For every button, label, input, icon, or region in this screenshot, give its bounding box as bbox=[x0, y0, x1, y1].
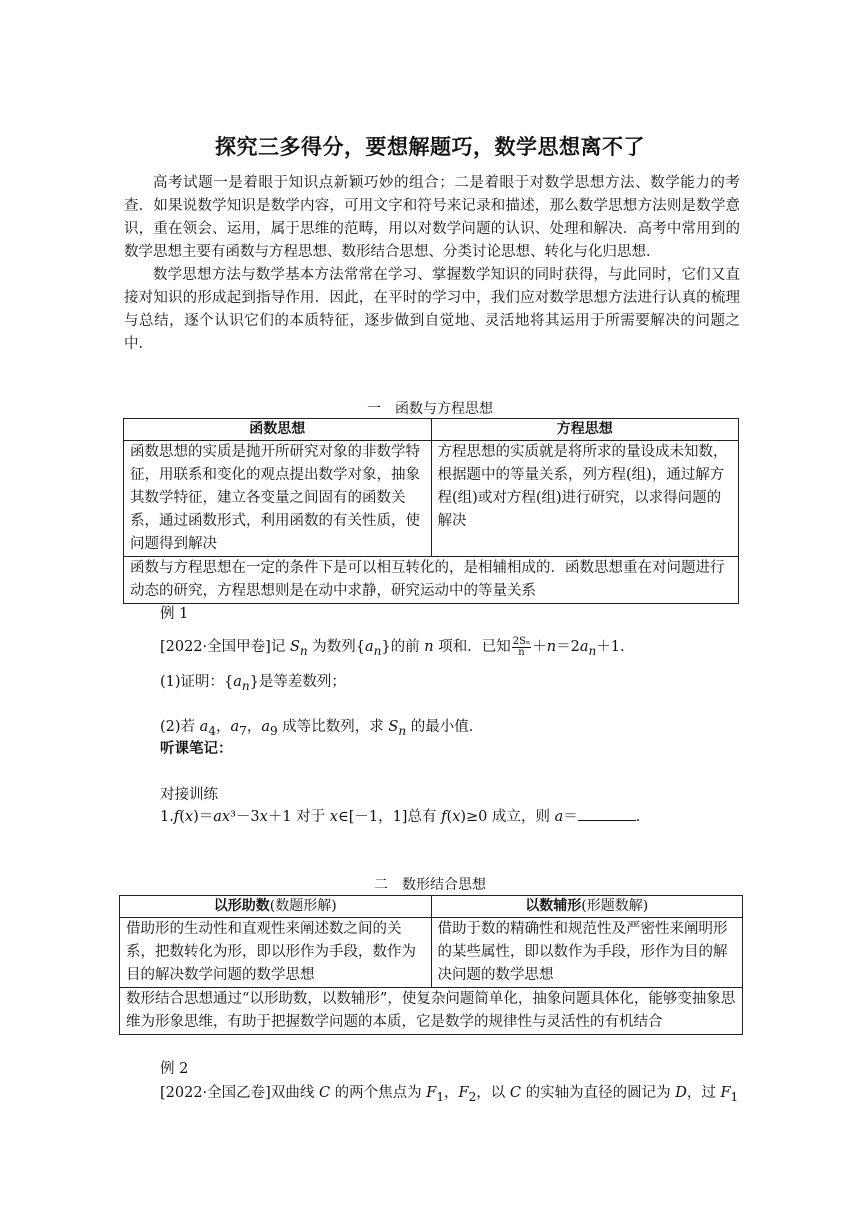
notes-label: 听课笔记： bbox=[160, 741, 233, 757]
example2-stem: [2022·全国乙卷]双曲线 C 的两个焦点为 $F_1$，$F_2$，以 C 的实轴为直径的圆记为 D，过 $F_1$ bbox=[160, 1085, 739, 1104]
function-thought-cell: 函数思想的实质是抛开所研究对象的非数学特征，用联系和变化的观点提出数学对象，抽象其数学特征，建立各变量之间固有的函数关系，通过函数形式，利用函数的有关性质，使问题得到解决 bbox=[124, 441, 432, 557]
number-helps-shape-header: 以数辅形(形题数解) bbox=[431, 896, 743, 918]
function-thought-header: 函数思想 bbox=[124, 419, 432, 441]
section2-caption: 二 数形结合思想 bbox=[374, 877, 486, 893]
fraction-2sn-over-n: $\frac{\text{2Sₙ}}{n}$ bbox=[512, 635, 531, 658]
example2-label: 例 2 bbox=[160, 1061, 189, 1077]
equation-thought-header: 方程思想 bbox=[431, 419, 739, 441]
section1-summary: 函数与方程思想在一定的条件下是可以相互转化的，是相辅相成的．函数思想重在对问题进行动态的研究，方程思想则是在动中求静，研究运动中的等量关系 bbox=[124, 557, 739, 604]
intro-paragraph-2: 数学思想方法与数学基本方法常常在学习、掌握数学知识的同时获得，与此同时，它们又直接对知识的形成起到指导作用．因此，在平时的学习中，我们应对数学思想方法进行认真的梳理与总结，逐个认识它们的本质特征，逐步做到自觉地、灵活地将其运用于所需要解决的问题之中． bbox=[124, 267, 740, 352]
answer-blank[interactable] bbox=[578, 806, 636, 821]
intro-paragraph-1: 高考试题一是着眼于知识点新颖巧妙的组合；二是着眼于对数学思想方法、数学能力的考查．如果说数学知识是数学内容，可用文字和符号来记录和描述，那么数学思想方法则是数学意识，重在领会、运用，属于思维的范畴，用以对数学问题的认识、处理和解决．高考中常用到的数学思想主要有函数与方程思想、数形结合思想、分类讨论思想、转化与化归思想． bbox=[124, 175, 740, 260]
number-helps-shape-cell: 借助于数的精确性和规范性及严密性来阐明形的某些属性，即以数作为手段，形作为目的解决问题的数学思想 bbox=[431, 918, 743, 988]
training-problem-1: 1.f(x)＝ax³－3x＋1 对于 x∈[－1，1]总有 f(x)≥0 成立，则 a＝ . bbox=[160, 806, 760, 828]
equation-thought-cell: 方程思想的实质就是将所求的量设成未知数，根据题中的等量关系，列方程(组)，通过解方程(组)或对方程(组)进行研究，以求得问题的解决 bbox=[431, 441, 739, 557]
example1-label: 例 1 bbox=[160, 606, 189, 622]
training-label: 对接训练 bbox=[160, 787, 218, 803]
shape-helps-number-cell: 借助形的生动性和直观性来阐述数之间的关系，把数转化为形，即以形作为手段，数作为目的解决数学问题的数学思想 bbox=[120, 918, 432, 988]
page-title: 探究三多得分，要想解题巧，数学思想离不了 bbox=[215, 135, 645, 159]
example2-source: [2022·全国乙卷] bbox=[160, 1085, 271, 1101]
section2-summary: 数形结合思想通过“以形助数，以数辅形”，使复杂问题简单化，抽象问题具体化，能够变抽象思维为形象思维，有助于把握数学问题的本质，它是数学的规律性与灵活性的有机结合 bbox=[120, 988, 743, 1035]
example1-stem: [2022·全国甲卷]记 $S_n$ 为数列$\{a_n\}$的前 n 项和．已知 $\frac{\text{2Sₙ}}{n}$ $+n=2a_n+1$. bbox=[160, 635, 625, 658]
section1-table bbox=[123, 418, 739, 604]
example1-question2: (2)若 $a_4$，$a_7$，$a_9$ 成等比数列，求 $S_n$ 的最小值． bbox=[160, 719, 484, 738]
shape-helps-number-header: 以形助数(数题形解) bbox=[120, 896, 432, 918]
section2-table bbox=[119, 895, 743, 1035]
section1-caption: 一 函数与方程思想 bbox=[367, 401, 493, 417]
intro-text bbox=[124, 172, 740, 356]
example1-source: [2022·全国甲卷] bbox=[160, 639, 271, 655]
example1-question1: (1)证明：$\{a_n\}$是等差数列； bbox=[160, 674, 346, 693]
